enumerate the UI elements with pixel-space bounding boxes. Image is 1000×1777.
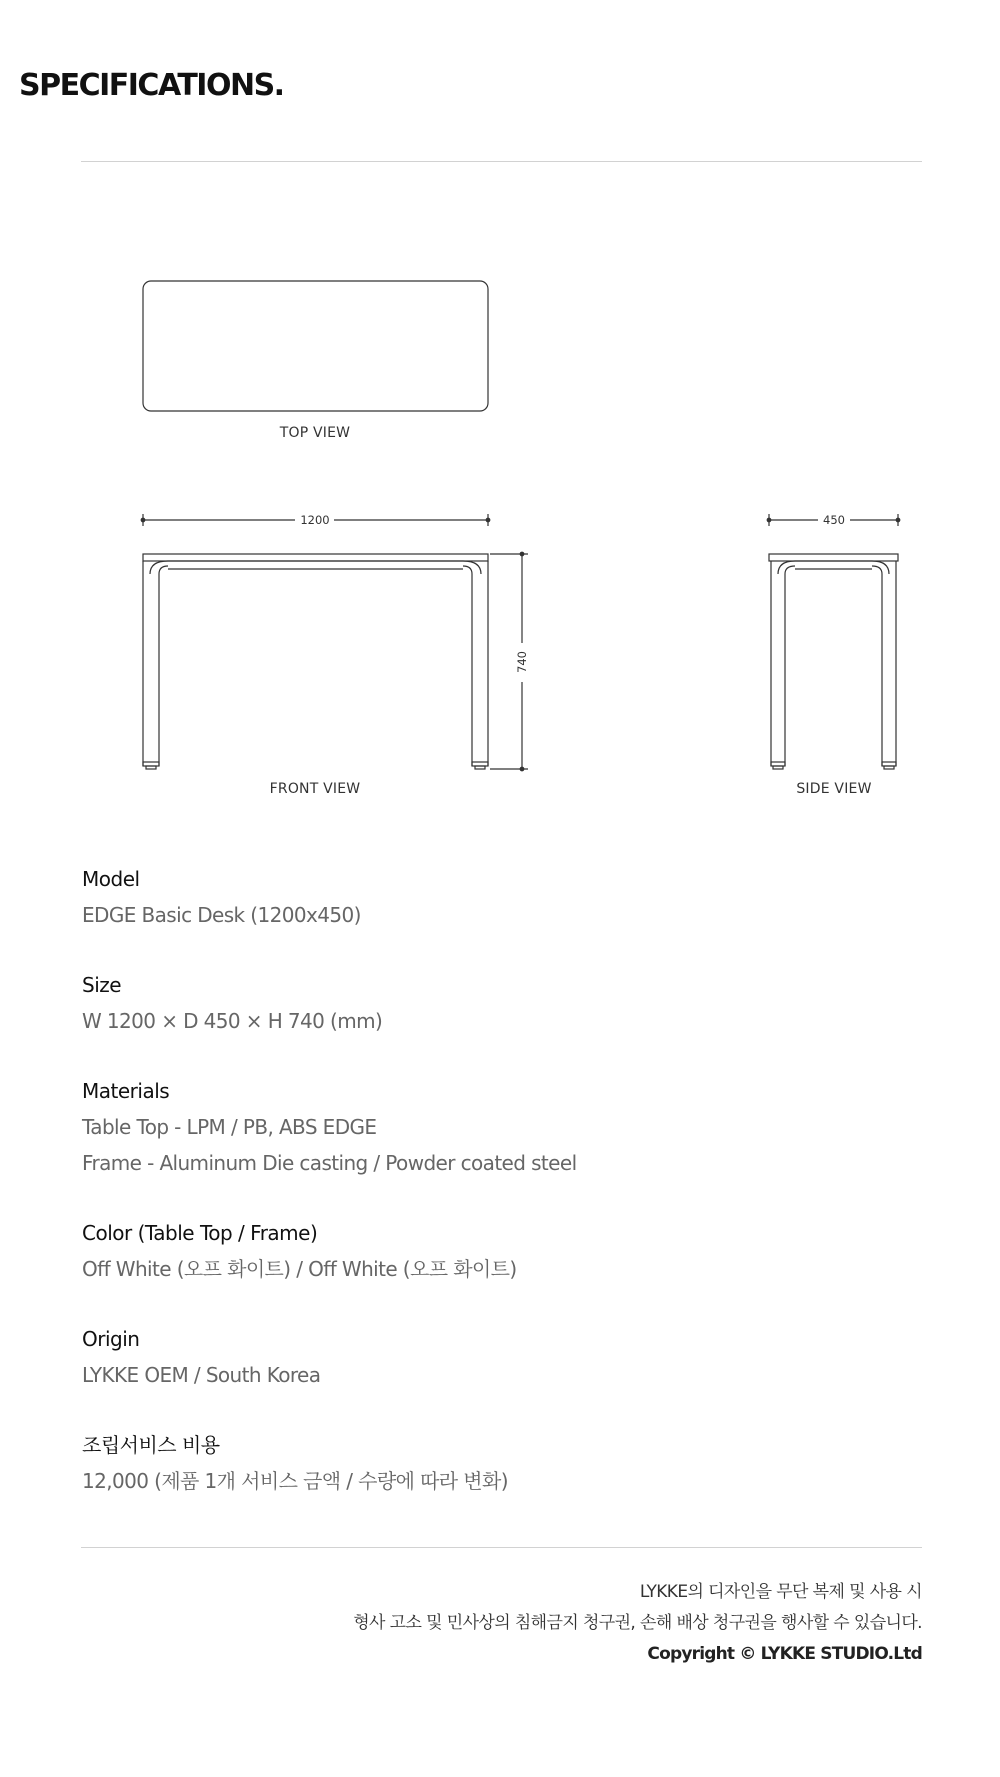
desk-technical-drawing	[0, 0, 1000, 820]
page-title: SPECIFICATIONS.	[19, 68, 284, 103]
spec-value: 12,000 (제품 1개 서비스 금액 / 수량에 따라 변화)	[82, 1469, 508, 1493]
spec-label: Color (Table Top / Frame)	[82, 1221, 318, 1245]
copyright-notice-line: 형사 고소 및 민사상의 침해금지 청구권, 손해 배상 청구권을 행사할 수 있습니다.	[353, 1613, 922, 1633]
height-dimension-label: 740	[515, 651, 529, 673]
top-view-label: TOP VIEW	[279, 425, 351, 441]
side-tabletop	[769, 554, 898, 561]
side-view	[767, 514, 900, 769]
spec-label: 조립서비스 비용	[82, 1433, 220, 1457]
spec-value: EDGE Basic Desk (1200x450)	[82, 903, 361, 927]
side-view-label: SIDE VIEW	[796, 781, 872, 797]
spec-value: W 1200 × D 450 × H 740 (mm)	[82, 1009, 383, 1033]
spec-materials	[82, 1073, 882, 1181]
spec-label: Size	[82, 973, 122, 997]
width-dimension-label: 1200	[300, 513, 330, 527]
spec-value: Frame - Aluminum Die casting / Powder coated steel	[82, 1151, 577, 1175]
front-view	[141, 514, 528, 771]
copyright-notice-line: LYKKE의 디자인을 무단 복제 및 사용 시	[639, 1582, 922, 1602]
spec-model	[82, 861, 882, 933]
depth-dimension-label: 450	[823, 513, 845, 527]
spec-label: Model	[82, 867, 140, 891]
spec-list	[82, 861, 882, 1533]
spec-color	[82, 1215, 882, 1287]
spec-value: Off White (오프 화이트) / Off White (오프 화이트)	[82, 1257, 517, 1281]
footer-notice	[353, 1577, 922, 1670]
front-tabletop	[143, 554, 488, 561]
spec-value: Table Top - LPM / PB, ABS EDGE	[82, 1115, 377, 1139]
copyright-text: Copyright © LYKKE STUDIO.Ltd	[647, 1644, 922, 1664]
front-view-label: FRONT VIEW	[269, 781, 361, 797]
spec-label: Origin	[82, 1327, 140, 1351]
top-view-outline	[143, 281, 488, 411]
spec-size	[82, 967, 882, 1039]
spec-assembly-cost	[82, 1427, 882, 1499]
top-view	[143, 281, 488, 441]
spec-value: LYKKE OEM / South Korea	[82, 1363, 321, 1387]
spec-label: Materials	[82, 1079, 170, 1103]
bottom-divider	[81, 1547, 922, 1548]
spec-origin	[82, 1321, 882, 1393]
